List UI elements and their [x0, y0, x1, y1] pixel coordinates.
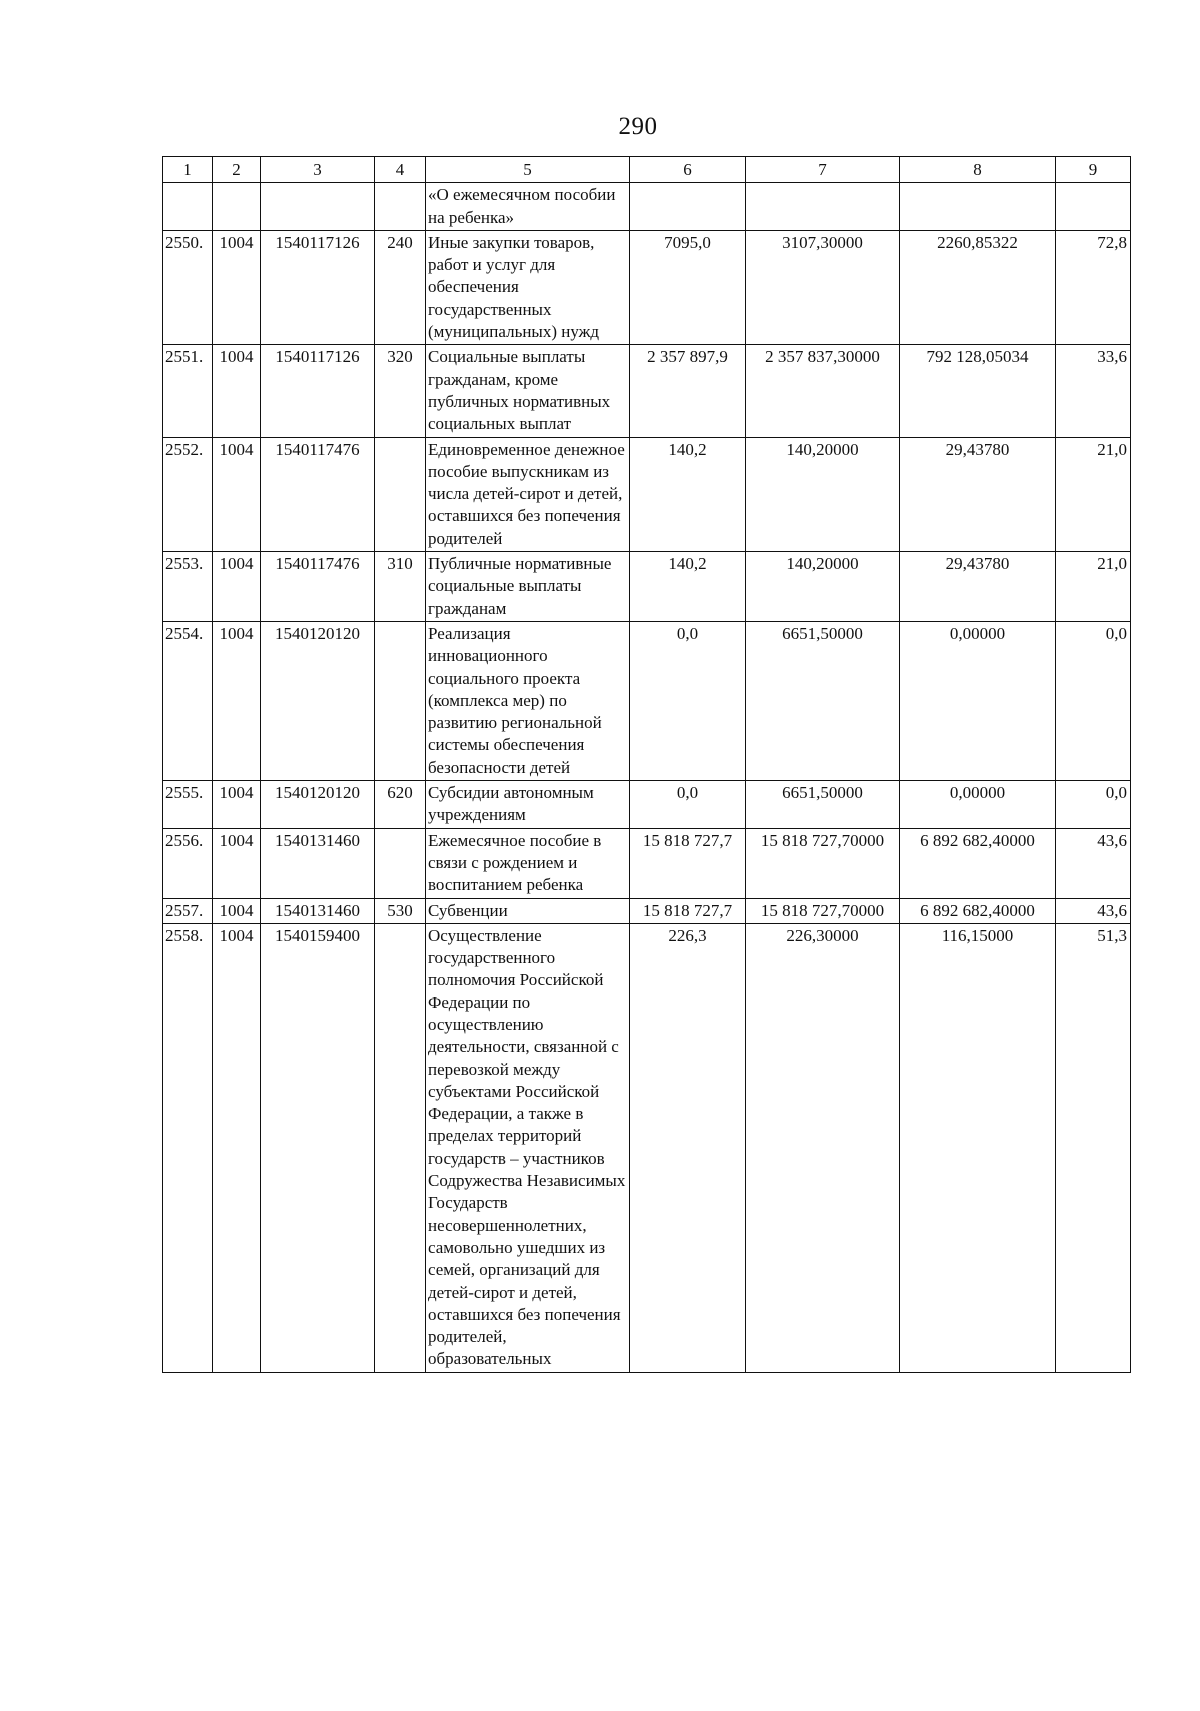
table-row — [163, 828, 1131, 898]
header-cell: 4 — [375, 157, 426, 183]
percent-executed: 33,6 — [1056, 345, 1131, 437]
target-article: 1540159400 — [261, 923, 375, 1372]
expense-type — [375, 621, 426, 780]
expense-type: 310 — [375, 552, 426, 622]
row-number: 2551. — [163, 345, 213, 437]
executed-amount — [900, 183, 1056, 231]
section-code: 1004 — [213, 230, 261, 344]
percent-executed: 72,8 — [1056, 230, 1131, 344]
header-cell: 6 — [630, 157, 746, 183]
row-number: 2555. — [163, 781, 213, 829]
item-name: Единовременное денежное пособие выпускникам из числа детей-сирот и детей, оставшихся без попечения родителей — [426, 437, 630, 551]
header-cell: 8 — [900, 157, 1056, 183]
target-article: 1540131460 — [261, 898, 375, 923]
table-row — [163, 183, 1131, 231]
target-article: 1540120120 — [261, 781, 375, 829]
section-code: 1004 — [213, 898, 261, 923]
target-article: 1540120120 — [261, 621, 375, 780]
refined-amount: 6651,50000 — [746, 621, 900, 780]
refined-amount: 15 818 727,70000 — [746, 898, 900, 923]
refined-amount: 6651,50000 — [746, 781, 900, 829]
row-number: 2552. — [163, 437, 213, 551]
refined-amount: 226,30000 — [746, 923, 900, 1372]
row-number: 2554. — [163, 621, 213, 780]
section-code: 1004 — [213, 828, 261, 898]
table-row — [163, 781, 1131, 829]
item-name: «О ежемесячном пособии на ребенка» — [426, 183, 630, 231]
row-number: 2556. — [163, 828, 213, 898]
item-name: Субсидии автономным учреждениям — [426, 781, 630, 829]
executed-amount: 792 128,05034 — [900, 345, 1056, 437]
item-name: Субвенции — [426, 898, 630, 923]
plan-amount: 140,2 — [630, 552, 746, 622]
item-name: Ежемесячное пособие в связи с рождением и воспитанием ребенка — [426, 828, 630, 898]
row-number: 2553. — [163, 552, 213, 622]
section-code — [213, 183, 261, 231]
plan-amount: 226,3 — [630, 923, 746, 1372]
row-number: 2557. — [163, 898, 213, 923]
refined-amount: 2 357 837,30000 — [746, 345, 900, 437]
plan-amount: 0,0 — [630, 621, 746, 780]
budget-table — [162, 156, 1131, 1373]
percent-executed — [1056, 183, 1131, 231]
target-article: 1540131460 — [261, 828, 375, 898]
table-row — [163, 345, 1131, 437]
percent-executed: 51,3 — [1056, 923, 1131, 1372]
expense-type — [375, 923, 426, 1372]
executed-amount: 2260,85322 — [900, 230, 1056, 344]
expense-type: 320 — [375, 345, 426, 437]
plan-amount: 15 818 727,7 — [630, 898, 746, 923]
section-code: 1004 — [213, 552, 261, 622]
section-code: 1004 — [213, 345, 261, 437]
refined-amount — [746, 183, 900, 231]
header-cell: 1 — [163, 157, 213, 183]
executed-amount: 6 892 682,40000 — [900, 898, 1056, 923]
item-name: Публичные нормативные социальные выплаты гражданам — [426, 552, 630, 622]
plan-amount: 2 357 897,9 — [630, 345, 746, 437]
row-number: 2550. — [163, 230, 213, 344]
percent-executed: 0,0 — [1056, 621, 1131, 780]
percent-executed: 21,0 — [1056, 437, 1131, 551]
percent-executed: 21,0 — [1056, 552, 1131, 622]
row-number: 2558. — [163, 923, 213, 1372]
item-name: Реализация инновационного социального проекта (комплекса мер) по развитию региональной системы обеспечения безопасности детей — [426, 621, 630, 780]
target-article: 1540117476 — [261, 437, 375, 551]
expense-type: 620 — [375, 781, 426, 829]
target-article: 1540117126 — [261, 345, 375, 437]
header-cell: 7 — [746, 157, 900, 183]
refined-amount: 3107,30000 — [746, 230, 900, 344]
executed-amount: 29,43780 — [900, 437, 1056, 551]
item-name: Иные закупки товаров, работ и услуг для обеспечения государственных (муниципальных) нужд — [426, 230, 630, 344]
refined-amount: 140,20000 — [746, 552, 900, 622]
percent-executed: 0,0 — [1056, 781, 1131, 829]
percent-executed: 43,6 — [1056, 898, 1131, 923]
plan-amount: 7095,0 — [630, 230, 746, 344]
table-row — [163, 230, 1131, 344]
header-cell: 3 — [261, 157, 375, 183]
executed-amount: 116,15000 — [900, 923, 1056, 1372]
refined-amount: 15 818 727,70000 — [746, 828, 900, 898]
expense-type: 240 — [375, 230, 426, 344]
percent-executed: 43,6 — [1056, 828, 1131, 898]
section-code: 1004 — [213, 781, 261, 829]
table-header-row — [163, 157, 1131, 183]
target-article: 1540117476 — [261, 552, 375, 622]
section-code: 1004 — [213, 437, 261, 551]
table-row — [163, 621, 1131, 780]
executed-amount: 6 892 682,40000 — [900, 828, 1056, 898]
page-number: 290 — [618, 113, 658, 140]
section-code: 1004 — [213, 621, 261, 780]
header-cell: 9 — [1056, 157, 1131, 183]
plan-amount — [630, 183, 746, 231]
target-article — [261, 183, 375, 231]
expense-type — [375, 183, 426, 231]
table-row — [163, 923, 1131, 1372]
executed-amount: 0,00000 — [900, 621, 1056, 780]
item-name: Осуществление государственного полномочия Российской Федерации по осуществлению деятельности, связанной с перевозкой между субъектами Российской Федерации, а также в пределах территорий государств – участников Содружества Независимых Государств несовершеннолетних, самовольно ушедших из семей, организаций для детей-сирот и детей, оставшихся без попечения родителей, образовательных — [426, 923, 630, 1372]
plan-amount: 15 818 727,7 — [630, 828, 746, 898]
expense-type — [375, 828, 426, 898]
header-cell: 2 — [213, 157, 261, 183]
plan-amount: 0,0 — [630, 781, 746, 829]
executed-amount: 0,00000 — [900, 781, 1056, 829]
row-number — [163, 183, 213, 231]
plan-amount: 140,2 — [630, 437, 746, 551]
expense-type — [375, 437, 426, 551]
section-code: 1004 — [213, 923, 261, 1372]
table-row — [163, 552, 1131, 622]
header-cell: 5 — [426, 157, 630, 183]
table-row — [163, 898, 1131, 923]
expense-type: 530 — [375, 898, 426, 923]
executed-amount: 29,43780 — [900, 552, 1056, 622]
refined-amount: 140,20000 — [746, 437, 900, 551]
item-name: Социальные выплаты гражданам, кроме публичных нормативных социальных выплат — [426, 345, 630, 437]
target-article: 1540117126 — [261, 230, 375, 344]
table-row — [163, 437, 1131, 551]
